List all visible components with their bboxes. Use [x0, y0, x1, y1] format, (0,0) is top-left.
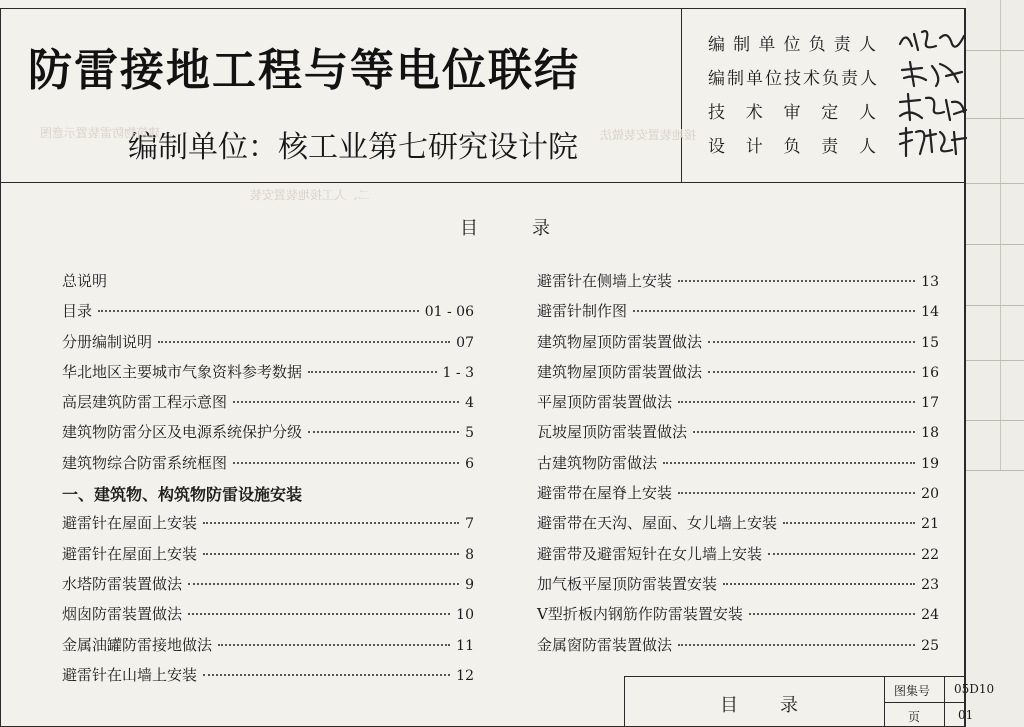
toc-entry-page: 9 [465, 576, 474, 593]
leader-dots [308, 431, 459, 433]
role-label: 技 术 审 定 人 [708, 103, 878, 123]
toc-entry-page: 01 - 06 [424, 304, 474, 321]
toc-entry-page: 07 [456, 334, 474, 351]
toc-column-left [62, 270, 474, 694]
toc-entry[interactable] [537, 452, 939, 482]
toc-entry-label: 建筑物防雷分区及电源系统保护分级 [62, 423, 303, 442]
leader-dots [203, 553, 459, 555]
toc-entry-page: 14 [921, 304, 939, 321]
strip-line [966, 305, 1024, 306]
leader-dots [633, 310, 915, 312]
toc-entry-page: 1 - 3 [442, 364, 474, 381]
toc-entry[interactable] [537, 361, 939, 391]
signature [896, 92, 970, 124]
leader-dots [678, 401, 915, 403]
toc-entry[interactable] [537, 270, 939, 300]
toc-entry[interactable] [62, 361, 474, 391]
footer-title-char: 录 [780, 695, 798, 716]
toc-entry-label: 避雷针在屋面上安装 [62, 514, 198, 533]
toc-entry[interactable] [62, 603, 474, 633]
toc-entry-label: 避雷针在侧墙上安装 [537, 272, 673, 290]
toc-entry[interactable] [62, 512, 474, 542]
strip-divider [1000, 0, 1001, 470]
toc-entry-page: 18 [921, 425, 939, 442]
responsibility-row [708, 132, 948, 166]
leader-dots [308, 371, 437, 373]
toc-entry-page: 8 [465, 546, 474, 563]
toc-entry-label: 水塔防雷装置做法 [62, 574, 183, 593]
toc-entry-page: 7 [465, 516, 474, 533]
role-label: 编 制 单 位 负 责 人 [708, 35, 878, 55]
toc-entry-page: 22 [921, 546, 939, 563]
toc-entry-page: 21 [921, 516, 939, 533]
toc-entry[interactable] [537, 421, 939, 451]
toc-entry-page: 6 [465, 455, 474, 472]
strip-line [966, 420, 1024, 421]
toc-entry-page: 10 [456, 607, 474, 624]
toc-entry[interactable] [62, 452, 474, 482]
toc-entry-label: 建筑物屋顶防雷装置做法 [537, 332, 703, 351]
footer-grid-line [884, 702, 966, 703]
toc-entry-label: 烟囱防雷装置做法 [62, 605, 183, 624]
toc-entry-page: 20 [921, 486, 939, 503]
toc-heading-char: 目 [460, 218, 478, 239]
toc-entry[interactable] [537, 603, 939, 633]
role-label: 编 制 单 位 技 术 负 责 人 [708, 69, 879, 89]
bleed-through-text: 接地装置安装做法 [600, 128, 697, 142]
atlas-number: 05D10 [954, 682, 995, 696]
toc-entry-label: 高层建筑防雷工程示意图 [62, 393, 228, 412]
toc-entry-page: 25 [921, 637, 939, 654]
role-label: 设 计 负 责 人 [708, 137, 878, 157]
toc-entry-page: 19 [921, 455, 939, 472]
toc-entry[interactable] [62, 664, 474, 694]
strip-line [966, 470, 1024, 471]
toc-entry[interactable] [62, 270, 474, 300]
atlas-number-label: 图集号 [894, 684, 931, 698]
strip-line [966, 183, 1024, 184]
page-subtitle: 编制单位：核工业第七研究设计院 [128, 130, 578, 165]
leader-dots [708, 371, 915, 373]
toc-entry-page: 24 [921, 607, 939, 624]
leader-dots [233, 462, 459, 464]
toc-entry-label: 避雷针在山墙上安装 [62, 665, 198, 684]
toc-entry-label: 总说明 [62, 272, 108, 290]
toc-entry[interactable] [537, 391, 939, 421]
toc-entry-label: 华北地区主要城市气象资料参考数据 [62, 362, 303, 381]
toc-entry[interactable] [537, 573, 939, 603]
leader-dots [218, 644, 450, 646]
toc-entry-page: 12 [456, 667, 474, 684]
bleed-through-text: 二、人工接地装置安装 [250, 188, 371, 202]
leader-dots [663, 462, 915, 464]
toc-entry-label: 分册编制说明 [62, 332, 153, 351]
page-number-label: 页 [908, 710, 921, 724]
toc-entry-label: 平屋顶防雷装置做法 [537, 393, 673, 412]
toc-entry-label: 避雷带在天沟、屋面、女儿墙上安装 [537, 514, 778, 533]
toc-entry[interactable] [62, 421, 474, 451]
toc-entry-page: 5 [465, 425, 474, 442]
toc-entry-label: 瓦坡屋顶防雷装置做法 [537, 423, 688, 442]
toc-entry[interactable] [537, 482, 939, 512]
toc-entry-label: 避雷针制作图 [537, 302, 628, 321]
leader-dots [188, 583, 459, 585]
toc-entry-label: 古建筑物防雷做法 [537, 453, 658, 472]
toc-entry[interactable] [62, 300, 474, 330]
toc-entry-label: 目录 [62, 302, 93, 321]
toc-section-heading[interactable] [62, 482, 474, 512]
page-title: 防雷接地工程与等电位联结 [28, 45, 580, 96]
toc-entry[interactable] [62, 391, 474, 421]
toc-entry-page: 4 [465, 395, 474, 412]
header-divider [681, 8, 682, 183]
toc-entry-label: 加气板平屋顶防雷装置安装 [537, 574, 718, 593]
toc-entry-label: V型折板内钢筋作防雷装置安装 [537, 605, 743, 624]
toc-entry-page: 16 [921, 364, 939, 381]
toc-column-right [537, 270, 939, 664]
page-number: 01 [958, 708, 974, 722]
leader-dots [723, 583, 915, 585]
leader-dots [98, 310, 419, 312]
signature [896, 126, 970, 158]
leader-dots [678, 280, 915, 282]
toc-heading-char: 录 [532, 218, 550, 239]
toc-section-label: 一、建筑物、构筑物防雷设施安装 [62, 485, 303, 505]
leader-dots [678, 492, 915, 494]
toc-entry-label: 建筑物屋顶防雷装置做法 [537, 362, 703, 381]
leader-dots [233, 401, 459, 403]
toc-entry[interactable] [62, 634, 474, 664]
toc-entry-page: 11 [456, 637, 474, 654]
responsibility-block [708, 30, 948, 166]
footer-title-char: 目 [720, 695, 738, 716]
leader-dots [188, 613, 450, 615]
leader-dots [749, 613, 915, 615]
toc-entry[interactable] [537, 543, 939, 573]
toc-entry-page: 17 [921, 395, 939, 412]
leader-dots [203, 522, 459, 524]
strip-line [966, 118, 1024, 119]
toc-entry[interactable] [537, 331, 939, 361]
toc-entry-page: 15 [921, 334, 939, 351]
toc-entry-label: 避雷带及避雷短针在女儿墙上安装 [537, 544, 763, 563]
binding-strip [966, 0, 1024, 727]
leader-dots [203, 674, 450, 676]
toc-entry-label: 金属窗防雷装置做法 [537, 635, 673, 654]
toc-entry-label: 金属油罐防雷接地做法 [62, 635, 213, 654]
toc-entry[interactable] [62, 331, 474, 361]
signature [896, 58, 970, 90]
toc-entry-label: 避雷带在屋脊上安装 [537, 484, 673, 503]
strip-line [966, 50, 1024, 51]
toc-entry-page: 23 [921, 576, 939, 593]
leader-dots [158, 341, 450, 343]
toc-entry[interactable] [62, 573, 474, 603]
strip-line [966, 244, 1024, 245]
bleed-through-text: 建筑物防雷装置示意图 [40, 126, 161, 140]
leader-dots [678, 644, 915, 646]
leader-dots [768, 553, 915, 555]
toc-entry-page: 13 [921, 274, 939, 290]
toc-entry-label: 避雷针在屋面上安装 [62, 544, 198, 563]
signature [896, 24, 970, 56]
strip-line [966, 360, 1024, 361]
leader-dots [708, 341, 915, 343]
toc-entry[interactable] [537, 634, 939, 664]
toc-entry[interactable] [537, 300, 939, 330]
toc-entry[interactable] [62, 543, 474, 573]
leader-dots [783, 522, 915, 524]
toc-entry-label: 建筑物综合防雷系统框图 [62, 453, 228, 472]
leader-dots [693, 431, 915, 433]
toc-entry[interactable] [537, 512, 939, 542]
